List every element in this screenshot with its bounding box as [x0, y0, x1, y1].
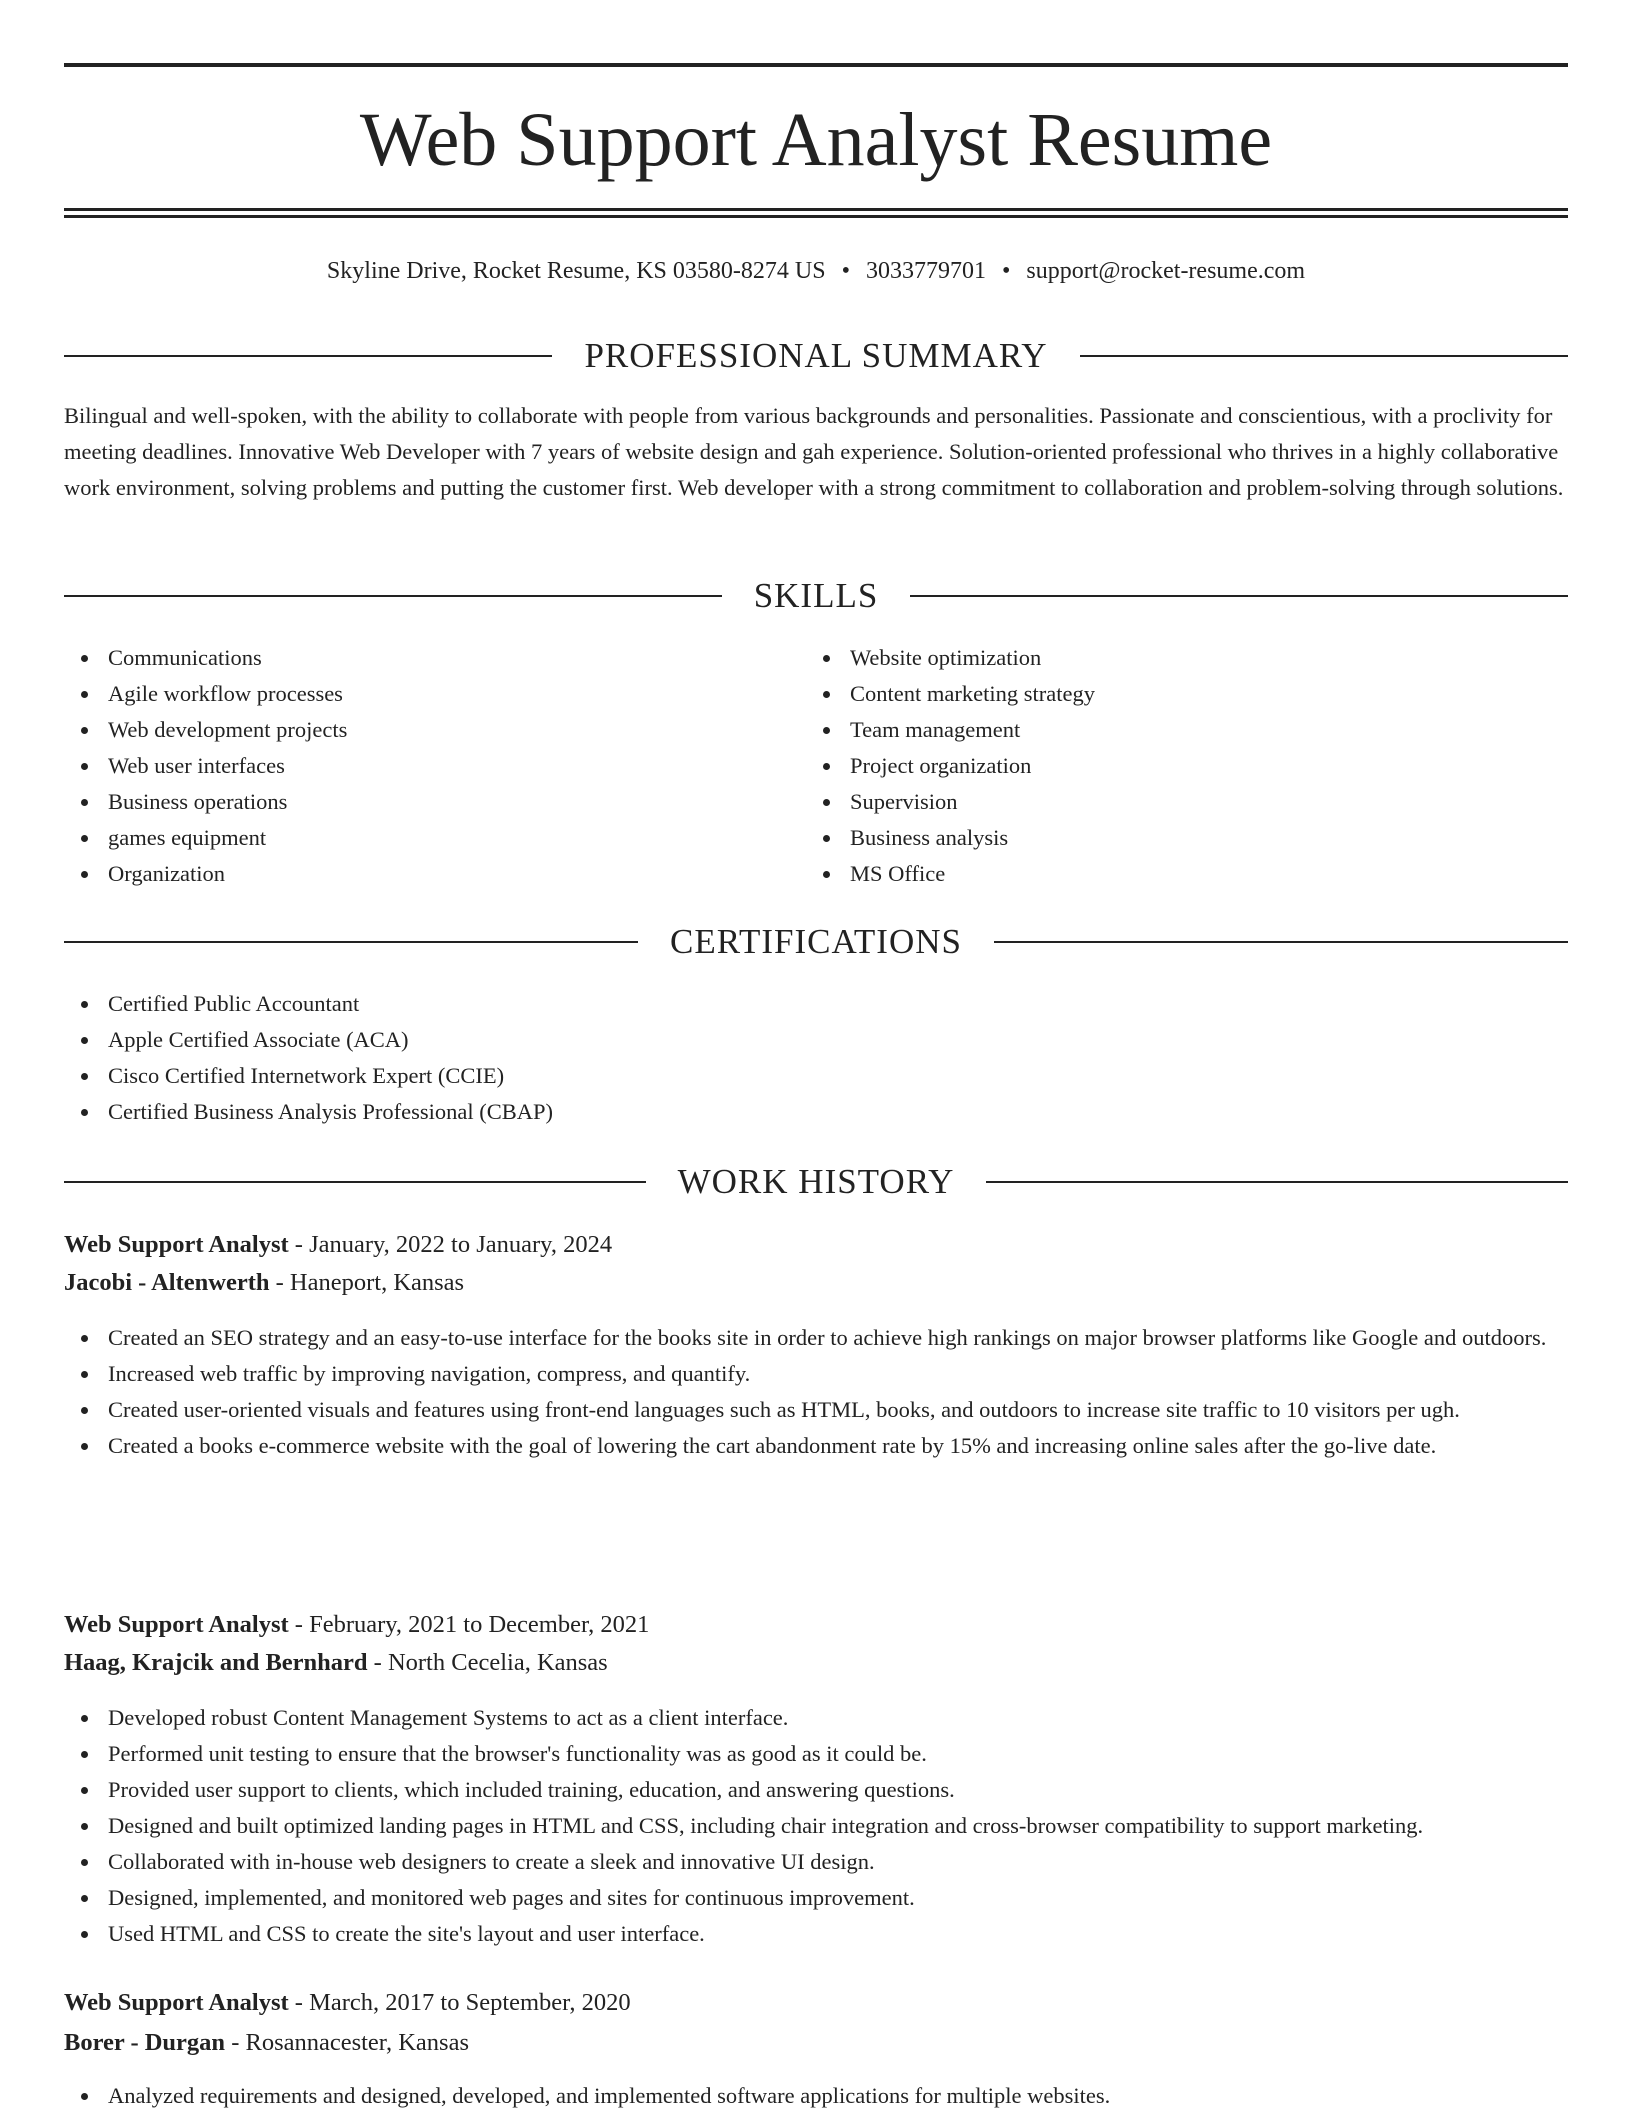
skills-list-right: [806, 640, 1566, 892]
job-bullet: Created a books e-commerce website with the goal of lowering the cart abandonment rate by 15% and increasing online sales after the go-live date.: [64, 1428, 1568, 1464]
top-rule: [64, 63, 1568, 67]
job-location: - Haneport, Kansas: [269, 1269, 465, 1296]
skill-item: Business analysis: [806, 820, 1566, 856]
skill-item: Content marketing strategy: [806, 676, 1566, 712]
job-bullet: Designed, implemented, and monitored web pages and sites for continuous improvement.: [64, 1880, 1568, 1916]
skill-item: Website optimization: [806, 640, 1566, 676]
heading-rule: [64, 941, 638, 943]
skill-item: Business operations: [64, 784, 804, 820]
job-company: Haag, Krajcik and Bernhard: [64, 1649, 368, 1676]
heading-rule: [910, 595, 1568, 597]
title-rule-upper: [64, 208, 1568, 211]
certification-item: Certified Business Analysis Professional (CBAP): [64, 1094, 1568, 1130]
heading-rule: [1080, 355, 1568, 357]
contact-line: [64, 254, 1568, 288]
contact-email: support@rocket-resume.com: [1026, 258, 1306, 284]
job-title-line: [64, 1984, 1568, 2022]
section-heading-summary: [64, 336, 1568, 376]
skills-list-left: [64, 640, 804, 892]
job-bullets: [64, 1700, 1568, 1952]
contact-phone: 3033779701: [865, 258, 986, 284]
skill-item: games equipment: [64, 820, 804, 856]
section-heading-work-history: [64, 1162, 1568, 1202]
job-title: Web Support Analyst: [64, 1611, 289, 1638]
job-bullet: Designed and built optimized landing pages in HTML and CSS, including chair integration and cross-browser compatibility to support marketing.: [64, 1808, 1568, 1844]
job-dates: - February, 2021 to December, 2021: [288, 1611, 650, 1638]
skill-item: Communications: [64, 640, 804, 676]
contact-separator: •: [841, 258, 850, 284]
section-title: WORK HISTORY: [677, 1162, 955, 1201]
job-location: - North Cecelia, Kansas: [367, 1649, 608, 1676]
contact-separator: •: [1001, 258, 1011, 284]
job-bullet: Created an SEO strategy and an easy-to-use interface for the books site in order to achieve high rankings on major browser platforms like Google and outdoors.: [64, 1320, 1568, 1356]
summary-text: Bilingual and well-spoken, with the ability to collaborate with people from various backgrounds and personalities. Passionate and conscientious, with a proclivity for meeting deadlines. Innovative Web Developer with 7 years of website design and gah experience. Solution-oriented professional who thrives in a highly collaborative work environment, solving problems and putting the customer first. Web developer with a strong commitment to collaboration and problem-solving through solutions.: [64, 403, 1564, 500]
job-bullet: Created user-oriented visuals and features using front-end languages such as HTML, books, and outdoors to increase site traffic to 10 visitors per ugh.: [64, 1392, 1568, 1428]
section-title: CERTIFICATIONS: [670, 922, 962, 961]
job-title-line: [64, 1606, 1568, 1644]
skill-item: MS Office: [806, 856, 1566, 892]
skill-item: Agile workflow processes: [64, 676, 804, 712]
heading-rule: [64, 595, 722, 597]
job-location: - Rosannacester, Kansas: [225, 2029, 469, 2056]
certification-item: Apple Certified Associate (ACA): [64, 1022, 1568, 1058]
section-heading-skills: [64, 576, 1568, 616]
job-company-line: [64, 1264, 1568, 1302]
skill-item: Supervision: [806, 784, 1566, 820]
job-dates: - March, 2017 to September, 2020: [288, 1989, 631, 2016]
job-title: Web Support Analyst: [64, 1989, 289, 2016]
skill-item: Team management: [806, 712, 1566, 748]
heading-rule: [986, 1181, 1568, 1183]
certification-item: Certified Public Accountant: [64, 986, 1568, 1022]
skill-item: Web development projects: [64, 712, 804, 748]
skill-item: Project organization: [806, 748, 1566, 784]
job-dates: - January, 2022 to January, 2024: [288, 1231, 613, 1258]
job-bullets: [64, 2078, 1568, 2114]
contact-address: Skyline Drive, Rocket Resume, KS 03580-8274 US: [326, 258, 826, 284]
skill-item: Web user interfaces: [64, 748, 804, 784]
job-bullet: Increased web traffic by improving navigation, compress, and quantify.: [64, 1356, 1568, 1392]
certifications-list: [64, 986, 1568, 1130]
heading-rule: [64, 1181, 646, 1183]
job-company: Jacobi - Altenwerth: [64, 1269, 270, 1296]
section-title: PROFESSIONAL SUMMARY: [584, 336, 1048, 375]
job-bullet: Collaborated with in-house web designers to create a sleek and innovative UI design.: [64, 1844, 1568, 1880]
section-heading-certifications: [64, 922, 1568, 962]
section-title: SKILLS: [753, 576, 879, 615]
job-title-line: [64, 1226, 1568, 1264]
job-company: Borer - Durgan: [64, 2029, 226, 2056]
job-company-line: [64, 1644, 1568, 1682]
job-bullet: Used HTML and CSS to create the site's layout and user interface.: [64, 1916, 1568, 1952]
job-company-line: [64, 2024, 1568, 2062]
certification-item: Cisco Certified Internetwork Expert (CCIE): [64, 1058, 1568, 1094]
job-title: Web Support Analyst: [64, 1231, 289, 1258]
job-bullet: Analyzed requirements and designed, developed, and implemented software applications for multiple websites.: [64, 2078, 1568, 2114]
heading-rule: [994, 941, 1568, 943]
job-bullet: Performed unit testing to ensure that the browser's functionality was as good as it could be.: [64, 1736, 1568, 1772]
job-bullets: [64, 1320, 1568, 1464]
job-bullet: Developed robust Content Management Systems to act as a client interface.: [64, 1700, 1568, 1736]
heading-rule: [64, 355, 552, 357]
resume-title: Web Support Analyst Resume: [359, 98, 1273, 182]
job-bullet: Provided user support to clients, which included training, education, and answering questions.: [64, 1772, 1568, 1808]
title-rule-lower: [64, 215, 1568, 218]
skill-item: Organization: [64, 856, 804, 892]
